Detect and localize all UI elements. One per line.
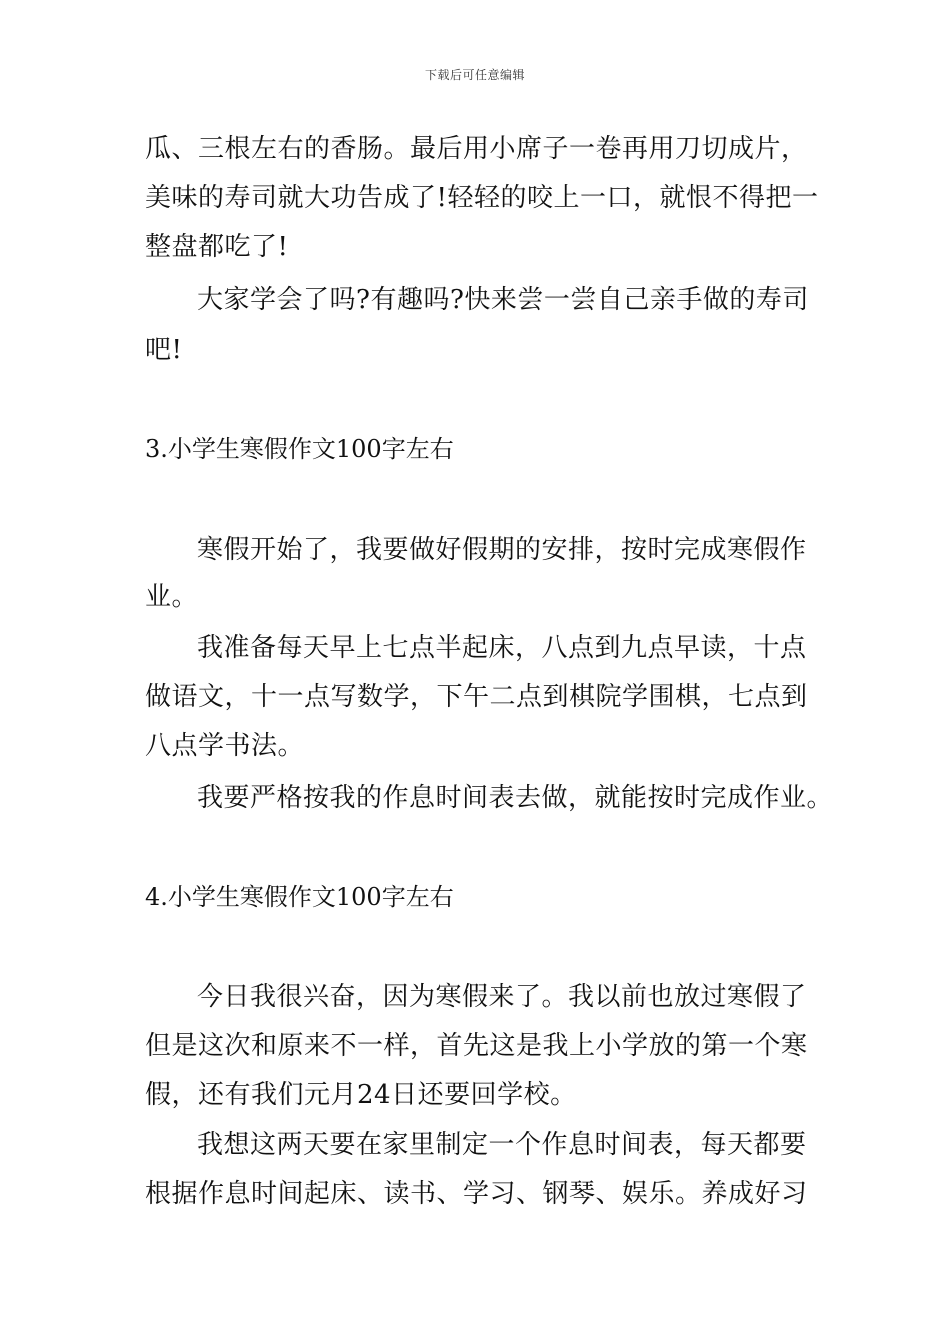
paragraph-line: 但是这次和原来不一样，首先这是我上小学放的第一个寒 (145, 1031, 808, 1061)
paragraph-line: 美味的寿司就大功告成了!轻轻的咬上一口，就恨不得把一 (145, 183, 819, 213)
paragraph-line: 做语文，十一点写数学，下午二点到棋院学围棋，七点到 (145, 682, 808, 712)
paragraph-line: 整盘都吃了! (145, 232, 289, 262)
paragraph-line: 今日我很兴奋，因为寒假来了。我以前也放过寒假了 (197, 982, 807, 1012)
paragraph-line: 八点学书法。 (145, 731, 305, 761)
paragraph-line: 我想这两天要在家里制定一个作息时间表，每天都要 (197, 1130, 807, 1160)
paragraph-line: 根据作息时间起床、读书、学习、钢琴、娱乐。养成好习 (145, 1179, 808, 1209)
paragraph-line: 我准备每天早上七点半起床，八点到九点早读，十点 (197, 633, 807, 663)
paragraph-line: 业。 (145, 582, 199, 612)
section-heading: 3.小学生寒假作文100字左右 (145, 435, 454, 463)
section-heading: 4.小学生寒假作文100字左右 (145, 883, 454, 911)
paragraph-line: 我要严格按我的作息时间表去做，就能按时完成作业。 (197, 783, 834, 813)
paragraph-line: 吧! (145, 335, 183, 365)
paragraph-line: 大家学会了吗?有趣吗?快来尝一尝自己亲手做的寿司 (197, 285, 809, 315)
paragraph-line: 假，还有我们元月24日还要回学校。 (145, 1080, 577, 1110)
paragraph-line: 瓜、三根左右的香肠。最后用小席子一卷再用刀切成片， (145, 134, 808, 164)
page-header: 下载后可任意编辑 (424, 68, 525, 82)
paragraph-line: 寒假开始了，我要做好假期的安排，按时完成寒假作 (197, 535, 807, 565)
